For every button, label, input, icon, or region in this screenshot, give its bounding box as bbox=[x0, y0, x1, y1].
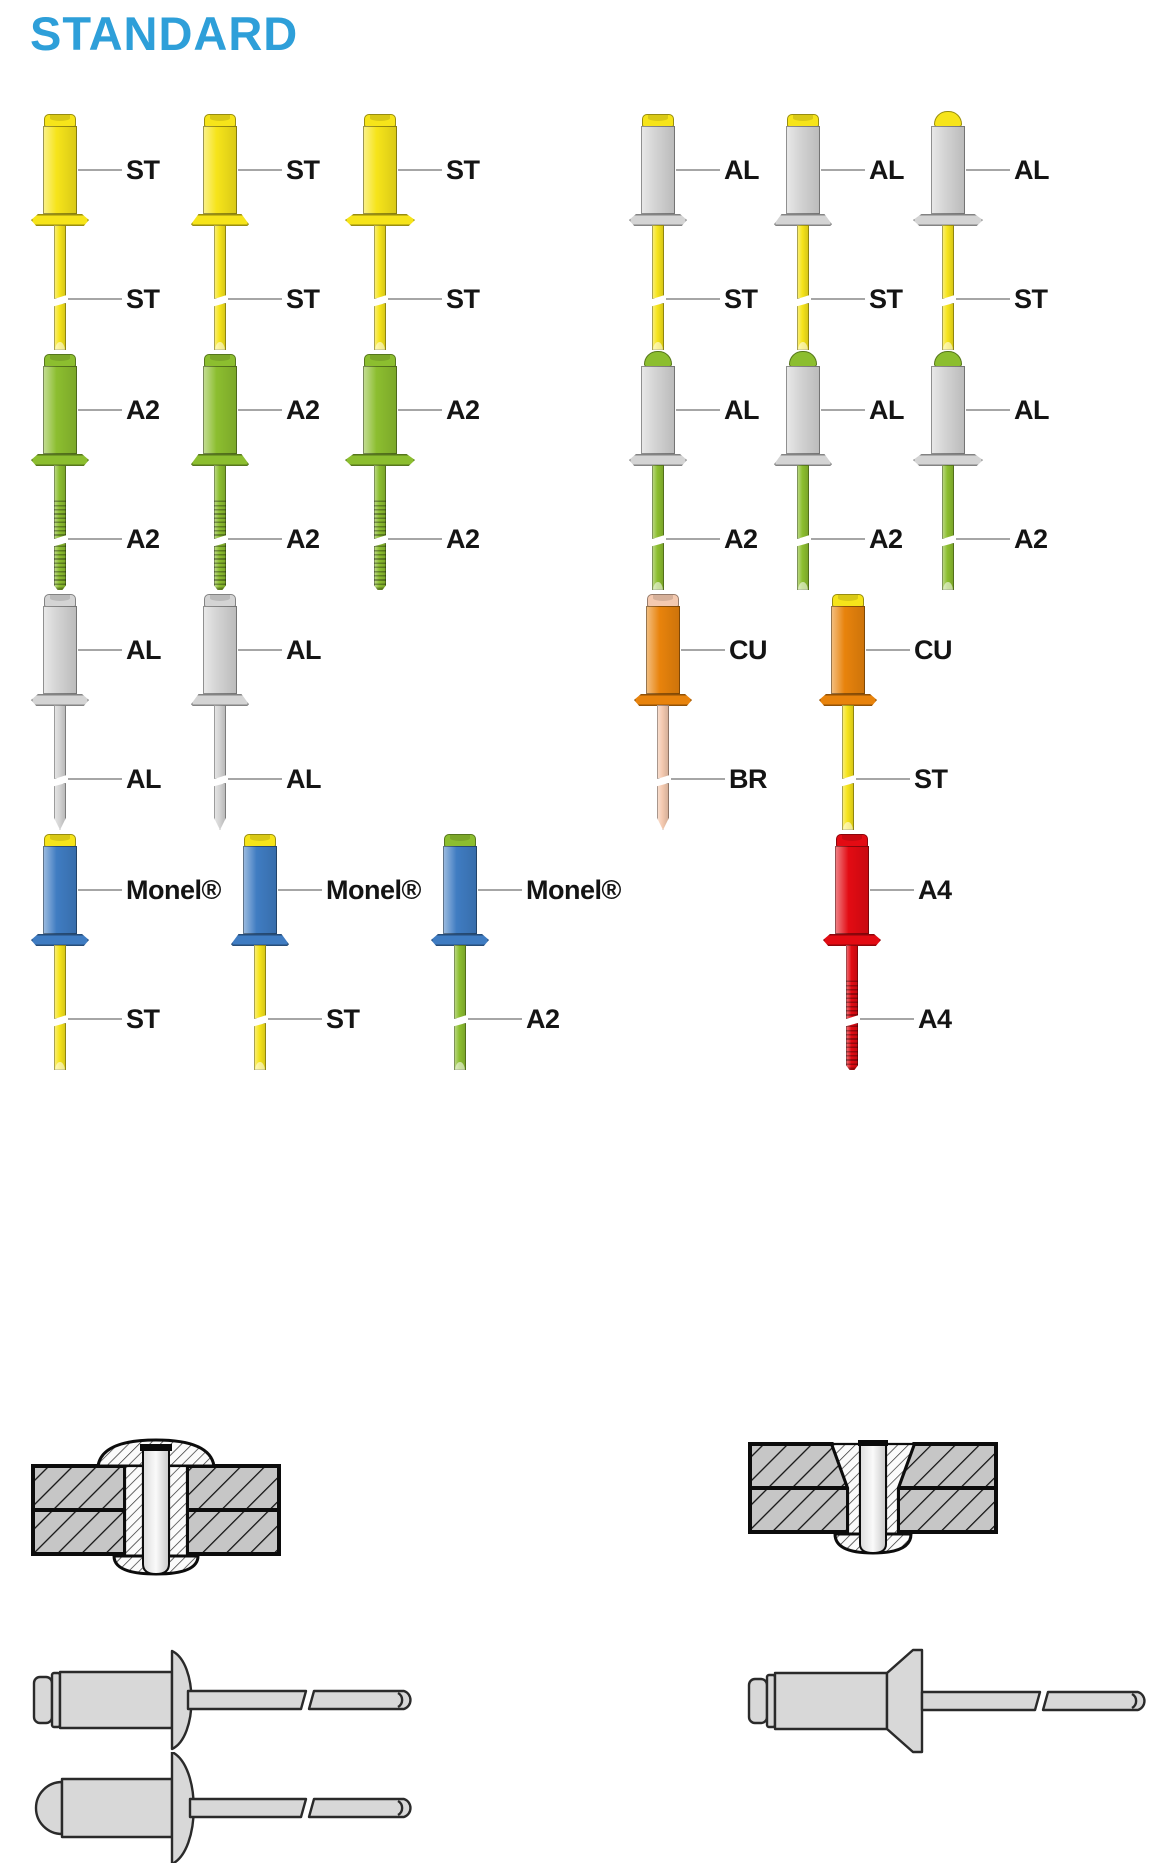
stem-material-label: ST bbox=[286, 284, 320, 314]
mandrel-stem-lower bbox=[254, 1023, 266, 1070]
stem-material-label: A2 bbox=[724, 524, 758, 554]
mandrel-stem-upper bbox=[214, 705, 226, 779]
stem-material-label: A2 bbox=[526, 1004, 560, 1034]
mandrel-stem-lower bbox=[214, 783, 226, 830]
stem-material-label: ST bbox=[126, 284, 160, 314]
body-material-label: AL bbox=[286, 635, 321, 665]
rivet-figure bbox=[626, 352, 771, 592]
body-material-label: AL bbox=[724, 395, 759, 425]
stem-material-label: ST bbox=[126, 1004, 160, 1034]
rivet-flange bbox=[31, 454, 89, 466]
body-material-label: AL bbox=[126, 635, 161, 665]
stem-leader-line bbox=[671, 778, 725, 780]
mandrel-head bbox=[644, 351, 672, 367]
rivet-body bbox=[786, 126, 820, 214]
stem-leader-line bbox=[68, 538, 122, 540]
group-a2-a2 bbox=[28, 352, 508, 592]
body-material-label: Monel® bbox=[326, 875, 421, 905]
mandrel-stem-lower bbox=[652, 303, 664, 350]
rivet-figure bbox=[626, 112, 771, 352]
body-leader-line bbox=[78, 649, 122, 651]
stem-leader-line bbox=[956, 298, 1010, 300]
body-material-label: A2 bbox=[126, 395, 160, 425]
mandrel-stem-upper bbox=[942, 225, 954, 299]
body-leader-line bbox=[821, 409, 865, 411]
stainless-and-aluminium-stainless-rivets bbox=[0, 352, 1160, 592]
body-material-label: A2 bbox=[286, 395, 320, 425]
mandrel-stem-upper bbox=[54, 465, 66, 539]
rivet-figure bbox=[820, 832, 980, 1072]
rivet-body bbox=[831, 606, 865, 694]
mandrel-head bbox=[789, 351, 817, 367]
rivet-figure bbox=[28, 112, 188, 352]
rivet-figure bbox=[188, 112, 348, 352]
rivet-body bbox=[243, 846, 277, 934]
body-material-label: ST bbox=[446, 155, 480, 185]
rivet-body bbox=[60, 1672, 172, 1728]
body-leader-line bbox=[966, 409, 1010, 411]
mandrel-stem-lower bbox=[214, 543, 226, 590]
rivet-body bbox=[43, 606, 77, 694]
rivet-body bbox=[43, 846, 77, 934]
stem-leader-line bbox=[388, 298, 442, 300]
rivet-flange bbox=[629, 214, 687, 226]
mandrel-stem-upper bbox=[797, 225, 809, 299]
rivet-sleeve-right bbox=[169, 1466, 187, 1556]
stem-leader-line bbox=[68, 778, 122, 780]
body-material-label: ST bbox=[126, 155, 160, 185]
side-view-large-flange-rivet bbox=[30, 1752, 425, 1863]
stem-leader-line bbox=[228, 298, 282, 300]
mandrel-shank bbox=[860, 1444, 886, 1553]
rivet-figure bbox=[28, 352, 188, 592]
body-material-label: A4 bbox=[918, 875, 952, 905]
mandrel-stem-lower bbox=[374, 543, 386, 590]
group-a4 bbox=[820, 832, 980, 1072]
stem-leader-line bbox=[956, 538, 1010, 540]
mandrel-stem-upper bbox=[842, 705, 854, 779]
mandrel-stem-lower bbox=[797, 543, 809, 590]
rivet-flange bbox=[191, 454, 249, 466]
stem-material-label: ST bbox=[914, 764, 948, 794]
body-leader-line bbox=[676, 409, 720, 411]
rivet-flange-countersunk bbox=[887, 1650, 922, 1752]
mandrel-stem-upper bbox=[54, 945, 66, 1019]
rivet-flange bbox=[31, 214, 89, 226]
mandrel-stem-lower bbox=[846, 1023, 858, 1070]
rivet-flange bbox=[774, 214, 832, 226]
rivet-body bbox=[641, 366, 675, 454]
mandrel-stem-lower bbox=[454, 1023, 466, 1070]
rivet-flange bbox=[634, 694, 692, 706]
rivet-figure bbox=[348, 112, 508, 352]
stem-leader-line bbox=[268, 1018, 322, 1020]
rivet-flange bbox=[431, 934, 489, 946]
mandrel-stem-lower bbox=[797, 303, 809, 350]
rivet-figure bbox=[916, 112, 1061, 352]
body-leader-line bbox=[238, 169, 282, 171]
page-title: STANDARD bbox=[30, 7, 299, 60]
rivet-body bbox=[203, 126, 237, 214]
body-leader-line bbox=[870, 889, 914, 891]
rivet-body bbox=[786, 366, 820, 454]
rivet-figure bbox=[348, 352, 508, 592]
stem-leader-line bbox=[388, 538, 442, 540]
mandrel-head bbox=[36, 1782, 62, 1834]
group-al-al bbox=[28, 592, 348, 832]
mandrel-stem-lower bbox=[657, 783, 669, 830]
mandrel-stem-end bbox=[1043, 1692, 1144, 1710]
body-material-label: A2 bbox=[446, 395, 480, 425]
body-leader-line bbox=[78, 889, 122, 891]
body-material-label: CU bbox=[729, 635, 767, 665]
rivet-figure bbox=[916, 352, 1061, 592]
stem-material-label: A2 bbox=[286, 524, 320, 554]
mandrel-stem-upper bbox=[846, 945, 858, 1019]
stem-material-label: ST bbox=[1014, 284, 1048, 314]
mandrel-stem-end bbox=[309, 1691, 410, 1709]
rivet-flange bbox=[774, 454, 832, 466]
rivet-flange bbox=[913, 454, 983, 466]
mandrel-stem-lower bbox=[842, 783, 854, 830]
cross-section-countersunk-installed bbox=[747, 1436, 999, 1561]
rivet-figure bbox=[771, 112, 916, 352]
body-leader-line bbox=[398, 169, 442, 171]
stem-material-label: ST bbox=[724, 284, 758, 314]
stem-leader-line bbox=[860, 1018, 914, 1020]
group-al-a2 bbox=[626, 352, 1061, 592]
stem-leader-line bbox=[856, 778, 910, 780]
mandrel-stem-upper bbox=[214, 225, 226, 299]
rivet-flange bbox=[191, 214, 249, 226]
body-material-label: AL bbox=[1014, 395, 1049, 425]
rivet-figure bbox=[188, 592, 348, 832]
aluminium-and-copper-rivets bbox=[0, 592, 1160, 832]
stem-leader-line bbox=[228, 778, 282, 780]
stem-material-label: ST bbox=[446, 284, 480, 314]
body-leader-line bbox=[398, 409, 442, 411]
body-leader-line bbox=[676, 169, 720, 171]
body-material-label: AL bbox=[869, 155, 904, 185]
rivet-figure bbox=[228, 832, 428, 1072]
mandrel-stem-end bbox=[309, 1799, 410, 1817]
rivet-body bbox=[43, 126, 77, 214]
rivet-body bbox=[203, 606, 237, 694]
rivet-figure bbox=[631, 592, 816, 832]
group-cu bbox=[631, 592, 1001, 832]
body-leader-line bbox=[866, 649, 910, 651]
body-material-label: AL bbox=[724, 155, 759, 185]
group-monel bbox=[28, 832, 628, 1072]
mandrel-stem-upper bbox=[652, 225, 664, 299]
mandrel-stem-upper bbox=[942, 465, 954, 539]
body-leader-line bbox=[278, 889, 322, 891]
mandrel-stem-upper bbox=[214, 465, 226, 539]
body-leader-line bbox=[478, 889, 522, 891]
cross-section-dome-head-installed bbox=[30, 1436, 282, 1581]
mandrel-stem-upper bbox=[652, 465, 664, 539]
mandrel-head bbox=[934, 111, 962, 127]
body-material-label: AL bbox=[869, 395, 904, 425]
stem-material-label: A4 bbox=[918, 1004, 952, 1034]
mandrel-stem-upper bbox=[374, 225, 386, 299]
stem-material-label: BR bbox=[729, 764, 767, 794]
stem-material-label: ST bbox=[326, 1004, 360, 1034]
mandrel-stem-upper bbox=[797, 465, 809, 539]
monel-and-a4-rivets bbox=[0, 832, 1160, 1072]
rivet-body bbox=[931, 126, 965, 214]
mandrel-stem bbox=[922, 1692, 1040, 1710]
group-al-st bbox=[626, 112, 1061, 352]
rivet-flange bbox=[913, 214, 983, 226]
body-leader-line bbox=[821, 169, 865, 171]
body-leader-line bbox=[238, 409, 282, 411]
rivet-flange bbox=[345, 454, 415, 466]
rivet-flange bbox=[191, 694, 249, 706]
rivet-flange bbox=[31, 694, 89, 706]
stem-leader-line bbox=[811, 538, 865, 540]
rivet-flange bbox=[345, 214, 415, 226]
mandrel-head-lip bbox=[767, 1675, 775, 1727]
mandrel-stem bbox=[188, 1691, 306, 1709]
stem-leader-line bbox=[811, 298, 865, 300]
mandrel-stem-upper bbox=[54, 705, 66, 779]
stem-material-label: AL bbox=[126, 764, 161, 794]
rivet-body bbox=[363, 126, 397, 214]
mandrel-break bbox=[140, 1444, 172, 1451]
mandrel-stem-lower bbox=[54, 783, 66, 830]
rivet-figure bbox=[428, 832, 628, 1072]
mandrel-head bbox=[749, 1679, 767, 1723]
mandrel-stem-upper bbox=[657, 705, 669, 779]
rivet-rows bbox=[0, 112, 1160, 1072]
rivet-figure bbox=[771, 352, 916, 592]
rivet-body bbox=[363, 366, 397, 454]
mandrel-stem-lower bbox=[54, 1023, 66, 1070]
rivet-figure bbox=[28, 832, 228, 1072]
mandrel-shank bbox=[143, 1448, 169, 1574]
rivet-figure bbox=[188, 352, 348, 592]
side-view-dome-head-rivet bbox=[30, 1645, 425, 1755]
body-material-label: ST bbox=[286, 155, 320, 185]
rivet-body bbox=[203, 366, 237, 454]
rivet-flange bbox=[823, 934, 881, 946]
mandrel-stem-upper bbox=[454, 945, 466, 1019]
body-material-label: Monel® bbox=[526, 875, 621, 905]
rivet-figure bbox=[28, 592, 188, 832]
mandrel-stem-lower bbox=[54, 543, 66, 590]
stem-material-label: A2 bbox=[1014, 524, 1048, 554]
mandrel-stem-lower bbox=[374, 303, 386, 350]
stem-material-label: AL bbox=[286, 764, 321, 794]
stem-leader-line bbox=[468, 1018, 522, 1020]
rivet-flange bbox=[819, 694, 877, 706]
stem-leader-line bbox=[666, 538, 720, 540]
rivet-figure bbox=[816, 592, 1001, 832]
body-leader-line bbox=[78, 169, 122, 171]
rivet-body bbox=[62, 1779, 172, 1837]
rivet-flange bbox=[231, 934, 289, 946]
body-leader-line bbox=[78, 409, 122, 411]
stem-leader-line bbox=[68, 1018, 122, 1020]
mandrel-stem-lower bbox=[942, 543, 954, 590]
mandrel-stem bbox=[190, 1799, 306, 1817]
rivet-flange bbox=[31, 934, 89, 946]
rivet-body bbox=[43, 366, 77, 454]
rivet-body bbox=[646, 606, 680, 694]
stem-leader-line bbox=[666, 298, 720, 300]
mandrel-head bbox=[934, 351, 962, 367]
mandrel-break bbox=[858, 1440, 888, 1446]
mandrel-stem-lower bbox=[214, 303, 226, 350]
body-leader-line bbox=[238, 649, 282, 651]
side-view-countersunk-rivet bbox=[745, 1648, 1160, 1758]
steel-and-aluminium-steel-rivets bbox=[0, 112, 1160, 352]
rivet-body bbox=[931, 366, 965, 454]
body-material-label: Monel® bbox=[126, 875, 221, 905]
body-material-label: AL bbox=[1014, 155, 1049, 185]
body-leader-line bbox=[966, 169, 1010, 171]
mandrel-stem-upper bbox=[374, 465, 386, 539]
rivet-sleeve-left bbox=[125, 1466, 143, 1556]
stem-leader-line bbox=[228, 538, 282, 540]
stem-material-label: ST bbox=[869, 284, 903, 314]
stem-material-label: A2 bbox=[126, 524, 160, 554]
group-st-st bbox=[28, 112, 508, 352]
stem-material-label: A2 bbox=[446, 524, 480, 554]
rivet-body bbox=[641, 126, 675, 214]
rivet-body bbox=[775, 1673, 887, 1729]
rivet-body bbox=[443, 846, 477, 934]
stem-material-label: A2 bbox=[869, 524, 903, 554]
stem-leader-line bbox=[68, 298, 122, 300]
rivet-body bbox=[835, 846, 869, 934]
mandrel-stem-upper bbox=[54, 225, 66, 299]
mandrel-stem-lower bbox=[942, 303, 954, 350]
mandrel-stem-lower bbox=[652, 543, 664, 590]
mandrel-stem-lower bbox=[54, 303, 66, 350]
body-material-label: CU bbox=[914, 635, 952, 665]
mandrel-stem-upper bbox=[254, 945, 266, 1019]
body-leader-line bbox=[681, 649, 725, 651]
mandrel-head bbox=[34, 1677, 52, 1723]
rivet-flange bbox=[629, 454, 687, 466]
